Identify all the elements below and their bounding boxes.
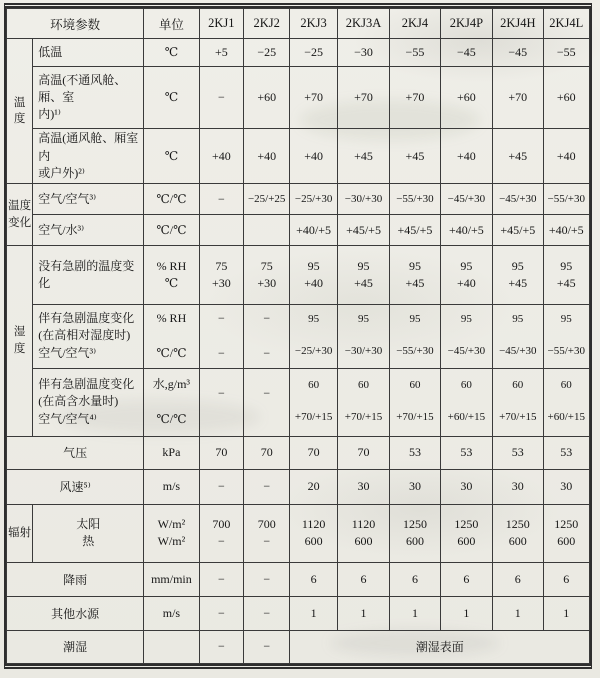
- unit-cell: W/m² W/m²: [144, 504, 199, 562]
- value-cell: 60 +60/+15: [543, 368, 589, 436]
- value-cell: −45: [493, 39, 543, 67]
- value-cell: 6: [290, 562, 337, 596]
- row-other-water: [7, 596, 590, 630]
- unit-cell: ℃: [144, 67, 199, 129]
- value-cell: 95 −25/+30: [290, 304, 337, 368]
- value-cell: −25/+30: [290, 184, 337, 215]
- value-cell: −: [244, 630, 290, 663]
- value-cell: +45/+5: [390, 215, 440, 246]
- env-params-table: [6, 8, 590, 664]
- value-cell: −45: [440, 39, 492, 67]
- group-temperature: 温 度: [7, 39, 33, 184]
- row-high-temp-vented: [7, 129, 590, 184]
- value-cell: 70: [290, 436, 337, 469]
- value-cell: 95 +45: [493, 246, 543, 304]
- value-cell: 95 −55/+30: [390, 304, 440, 368]
- value-cell: +70: [337, 67, 389, 129]
- value-cell: +45: [390, 129, 440, 184]
- value-cell: 1: [390, 596, 440, 630]
- row-radiation: [7, 504, 590, 562]
- row-high-temp-unvented: [7, 67, 590, 129]
- value-cell: −45/+30: [440, 184, 492, 215]
- value-cell: −: [199, 596, 243, 630]
- value-cell: 53: [543, 436, 589, 469]
- param-label: 高温(通风舱、厢室内 或户外)²⁾: [33, 129, 144, 184]
- param-label: 高温(不通风舱、厢、室 内)¹⁾: [33, 67, 144, 129]
- value-cell: 70: [199, 436, 243, 469]
- header-row: [7, 9, 590, 39]
- value-cell: 20: [290, 469, 337, 504]
- value-cell: −: [199, 67, 243, 129]
- unit-cell: ℃: [144, 39, 199, 67]
- value-cell: 6: [493, 562, 543, 596]
- value-cell: +40/+5: [440, 215, 492, 246]
- unit-cell: 水,g/m³ ℃/℃: [144, 368, 199, 436]
- value-cell: 1: [543, 596, 589, 630]
- value-cell: 30: [543, 469, 589, 504]
- value-cell: 1250 600: [493, 504, 543, 562]
- param-label: 风速⁵⁾: [7, 469, 144, 504]
- header-param: 环境参数: [7, 9, 144, 39]
- value-cell: −30/+30: [337, 184, 389, 215]
- header-model: 2KJ4P: [440, 9, 492, 39]
- row-pressure: [7, 436, 590, 469]
- value-cell: 75 +30: [199, 246, 243, 304]
- value-cell: +40: [440, 129, 492, 184]
- unit-cell: % RH ℃: [144, 246, 199, 304]
- row-damp: [7, 630, 590, 663]
- header-unit: 单位: [144, 9, 199, 39]
- header-model: 2KJ3A: [337, 9, 389, 39]
- value-cell: 1120 600: [290, 504, 337, 562]
- unit-cell: mm/min: [144, 562, 199, 596]
- value-cell: 1250 600: [543, 504, 589, 562]
- value-cell: +60: [244, 67, 290, 129]
- value-cell: 6: [440, 562, 492, 596]
- value-cell: −55/+30: [543, 184, 589, 215]
- value-cell: 1: [290, 596, 337, 630]
- value-cell: 30: [440, 469, 492, 504]
- value-cell: −: [199, 368, 243, 436]
- row-low-temp: [7, 39, 590, 67]
- value-cell: 60 +70/+15: [390, 368, 440, 436]
- value-cell: +45: [337, 129, 389, 184]
- header-model: 2KJ4H: [493, 9, 543, 39]
- value-cell: 700 −: [244, 504, 290, 562]
- unit-cell: ℃: [144, 129, 199, 184]
- group-radiation: 辐射: [7, 504, 33, 562]
- value-cell: 6: [390, 562, 440, 596]
- unit-cell: m/s: [144, 469, 199, 504]
- value-cell: 95 +40: [290, 246, 337, 304]
- value-cell: −: [244, 562, 290, 596]
- param-label: 伴有急剧温度变化 (在高含水量时) 空气/空气⁴⁾: [33, 368, 144, 436]
- value-cell: 95 +45: [337, 246, 389, 304]
- row-air-air: [7, 184, 590, 215]
- value-cell: − −: [244, 304, 290, 368]
- value-cell: −45/+30: [493, 184, 543, 215]
- param-label: 低温: [33, 39, 144, 67]
- group-temp-change: 温度 变化: [7, 184, 33, 246]
- value-cell: 70: [244, 436, 290, 469]
- value-cell: 53: [390, 436, 440, 469]
- header-model: 2KJ3: [290, 9, 337, 39]
- value-cell: −: [199, 562, 243, 596]
- value-cell: +60: [543, 67, 589, 129]
- row-rain: [7, 562, 590, 596]
- value-cell: 95 −45/+30: [440, 304, 492, 368]
- header-model: 2KJ2: [244, 9, 290, 39]
- value-cell: 95 −45/+30: [493, 304, 543, 368]
- value-cell: 1250 600: [440, 504, 492, 562]
- row-no-sudden-change: [7, 246, 590, 304]
- value-cell: −: [244, 368, 290, 436]
- group-humidity: 湿 度: [7, 246, 33, 436]
- value-cell: 53: [493, 436, 543, 469]
- value-cell: 1: [337, 596, 389, 630]
- value-cell: 1120 600: [337, 504, 389, 562]
- value-cell: +40: [199, 129, 243, 184]
- value-cell: −: [244, 596, 290, 630]
- value-cell: +40: [543, 129, 589, 184]
- value-cell: [244, 215, 290, 246]
- row-air-water: [7, 215, 590, 246]
- param-label: 其他水源: [7, 596, 144, 630]
- value-cell: 1250 600: [390, 504, 440, 562]
- param-label: 气压: [7, 436, 144, 469]
- value-cell: 6: [543, 562, 589, 596]
- row-wind-speed: [7, 469, 590, 504]
- unit-cell: kPa: [144, 436, 199, 469]
- value-cell: 1: [493, 596, 543, 630]
- unit-cell: [144, 630, 199, 663]
- value-cell: +40/+5: [290, 215, 337, 246]
- value-cell: 75 +30: [244, 246, 290, 304]
- unit-cell: m/s: [144, 596, 199, 630]
- value-cell: 30: [493, 469, 543, 504]
- value-cell: 60 +60/+15: [440, 368, 492, 436]
- value-cell: 60 +70/+15: [493, 368, 543, 436]
- value-cell: 6: [337, 562, 389, 596]
- param-label: 没有急剧的温度变化: [33, 246, 144, 304]
- value-cell: 700 −: [199, 504, 243, 562]
- value-cell: 70: [337, 436, 389, 469]
- value-cell: −25: [244, 39, 290, 67]
- value-cell: 60 +70/+15: [337, 368, 389, 436]
- value-cell: 53: [440, 436, 492, 469]
- row-sudden-change-rh: [7, 304, 590, 368]
- value-cell: +45: [493, 129, 543, 184]
- value-cell: −25: [290, 39, 337, 67]
- value-cell: +40: [244, 129, 290, 184]
- value-cell: +40/+5: [543, 215, 589, 246]
- value-cell: +70: [290, 67, 337, 129]
- value-cell: +60: [440, 67, 492, 129]
- table-frame: [4, 3, 592, 669]
- value-cell: 95 −30/+30: [337, 304, 389, 368]
- value-cell: −: [199, 630, 243, 663]
- value-cell: 95 +45: [543, 246, 589, 304]
- value-cell: +45/+5: [337, 215, 389, 246]
- row-sudden-change-water: [7, 368, 590, 436]
- value-cell: −55: [543, 39, 589, 67]
- value-cell: 30: [390, 469, 440, 504]
- param-label: 伴有急剧温度变化 (在高相对湿度时) 空气/空气³⁾: [33, 304, 144, 368]
- value-cell: 60 +70/+15: [290, 368, 337, 436]
- value-cell: +45/+5: [493, 215, 543, 246]
- value-cell: 95 +45: [390, 246, 440, 304]
- value-cell: 1: [440, 596, 492, 630]
- value-cell: −: [244, 469, 290, 504]
- header-model: 2KJ4: [390, 9, 440, 39]
- damp-surface-merged-cell: 潮湿表面: [290, 630, 590, 663]
- value-cell: −55: [390, 39, 440, 67]
- value-cell: −25/+25: [244, 184, 290, 215]
- value-cell: − −: [199, 304, 243, 368]
- header-model: 2KJ4L: [543, 9, 589, 39]
- value-cell: 95 +40: [440, 246, 492, 304]
- value-cell: [199, 215, 243, 246]
- unit-cell: ℃/℃: [144, 184, 199, 215]
- unit-cell: ℃/℃: [144, 215, 199, 246]
- param-label: 潮湿: [7, 630, 144, 663]
- param-label: 太阳 热: [33, 504, 144, 562]
- param-label: 空气/空气³⁾: [33, 184, 144, 215]
- value-cell: −: [199, 184, 243, 215]
- param-label: 降雨: [7, 562, 144, 596]
- value-cell: +70: [493, 67, 543, 129]
- value-cell: +5: [199, 39, 243, 67]
- value-cell: +40: [290, 129, 337, 184]
- value-cell: −: [199, 469, 243, 504]
- value-cell: +70: [390, 67, 440, 129]
- value-cell: 30: [337, 469, 389, 504]
- value-cell: 95 −55/+30: [543, 304, 589, 368]
- param-label: 空气/水³⁾: [33, 215, 144, 246]
- value-cell: −55/+30: [390, 184, 440, 215]
- value-cell: −30: [337, 39, 389, 67]
- unit-cell: % RH ℃/℃: [144, 304, 199, 368]
- header-model: 2KJ1: [199, 9, 243, 39]
